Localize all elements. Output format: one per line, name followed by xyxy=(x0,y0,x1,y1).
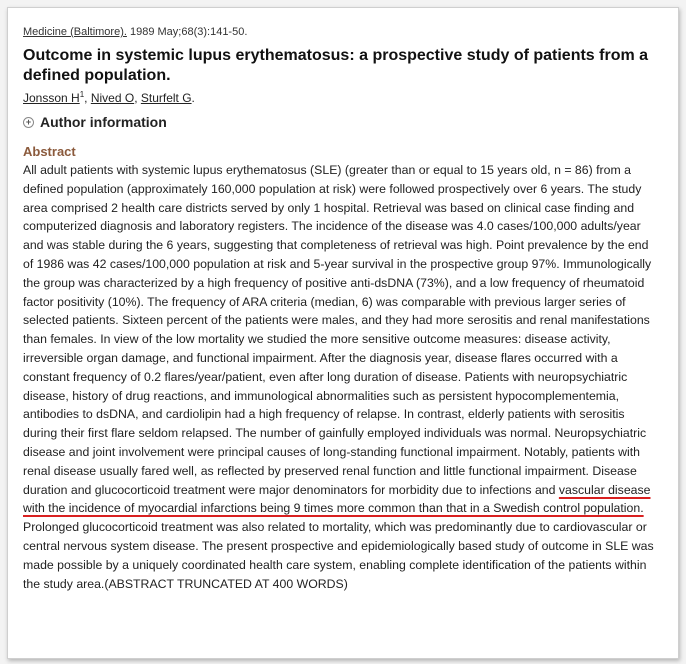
abstract-text xyxy=(23,161,660,593)
abstract-text-after: Prolonged glucocorticoid treatment was also related to mortality, which was predominantly due to cardiovascular or central nervous system disease. The present prospective and epidemiologically based study of outcome in SLE was made possible by a uniquely coordinated health care system, enabling complete identification of the patients within the study area.(ABSTRACT TRUNCATED AT 400 WORDS) xyxy=(23,520,654,591)
journal-link[interactable]: Medicine (Baltimore). xyxy=(23,26,127,38)
affiliation-marker[interactable]: 1 xyxy=(79,90,85,99)
author-link[interactable]: Nived O xyxy=(90,91,135,105)
expand-plus-icon[interactable]: + xyxy=(23,117,34,128)
abstract-text-before: All adult patients with systemic lupus erythematosus (SLE) (greater than or equal to 15 years old, n = 86) from a defined population (approximately 160,000 population at risk) were followed prospectively over 6 years. The study area comprised 2 health care districts served by only 1 hospital. Retrieval was based on clinical case finding and computerized diagnosis and laboratory registers. The incidence of the disease was 4.0 cases/100,000 adults/year and was stable during the 6 years, suggesting that completeness of retrieval was high. Point prevalence by the end of 1986 was 42 cases/100,000 population at risk and 5-year survival in the prospective group 97%. Immunologically the group was characterized by a high frequency of positive anti-dsDNA (73%), and a low frequency of rheumatoid factor positivity (10%). The frequency of ARA criteria (median, 6) was comparable with previous larger series of selected patients. Sixteen percent of the patients were males, and they had more serositis and renal manifestations than females. In view of the low mortality we studied the more sensitive outcome measures: disease activity, irreversible organ damage, and functional impairment. After the diagnosis year, disease flares occurred with a constant frequency of 0.2 flares/year/patient, even after long duration of disease. Patients with neuropsychiatric disease, history of drug reactions, and immunological abnormalities such as persistent hypocomplementemia, antibodies to dsDNA, and cardiolipin had a high frequency of relapse. In contrast, elderly patients with serositis during their first flare seldom relapsed. The number of gainfully employed individuals was normal. Neuropsychiatric disease and joint involvement were principal causes of long-standing functional impairment. Notably, patients with renal disease usually fared well, as reflected by preserved renal function and little functional impairment. Disease duration and glucocorticoid treatment were major denominators for morbidity due to infections and xyxy=(23,163,652,497)
citation-details: 1989 May;68(3):141-50. xyxy=(126,26,248,38)
abstract-heading: Abstract xyxy=(23,144,76,159)
author-information-label[interactable]: Author information xyxy=(40,114,167,130)
author-separator: . xyxy=(191,91,195,105)
author-link[interactable]: Sturfelt G xyxy=(140,91,192,105)
author-link[interactable]: Jonsson H xyxy=(23,91,80,105)
abstract-card xyxy=(7,7,679,659)
citation xyxy=(23,26,247,38)
author-list xyxy=(23,90,195,105)
author-separator: , xyxy=(84,91,91,105)
article-title: Outcome in systemic lupus erythematosus: a prospective study of patients from a defined population. xyxy=(23,47,649,84)
author-separator: , xyxy=(134,91,141,105)
author-information-toggle[interactable] xyxy=(23,114,167,130)
abstract-highlighted-sentence: vascular disease with the incidence of myocardial infarctions being 9 times more common than that in a Swedish control population. xyxy=(23,482,651,516)
